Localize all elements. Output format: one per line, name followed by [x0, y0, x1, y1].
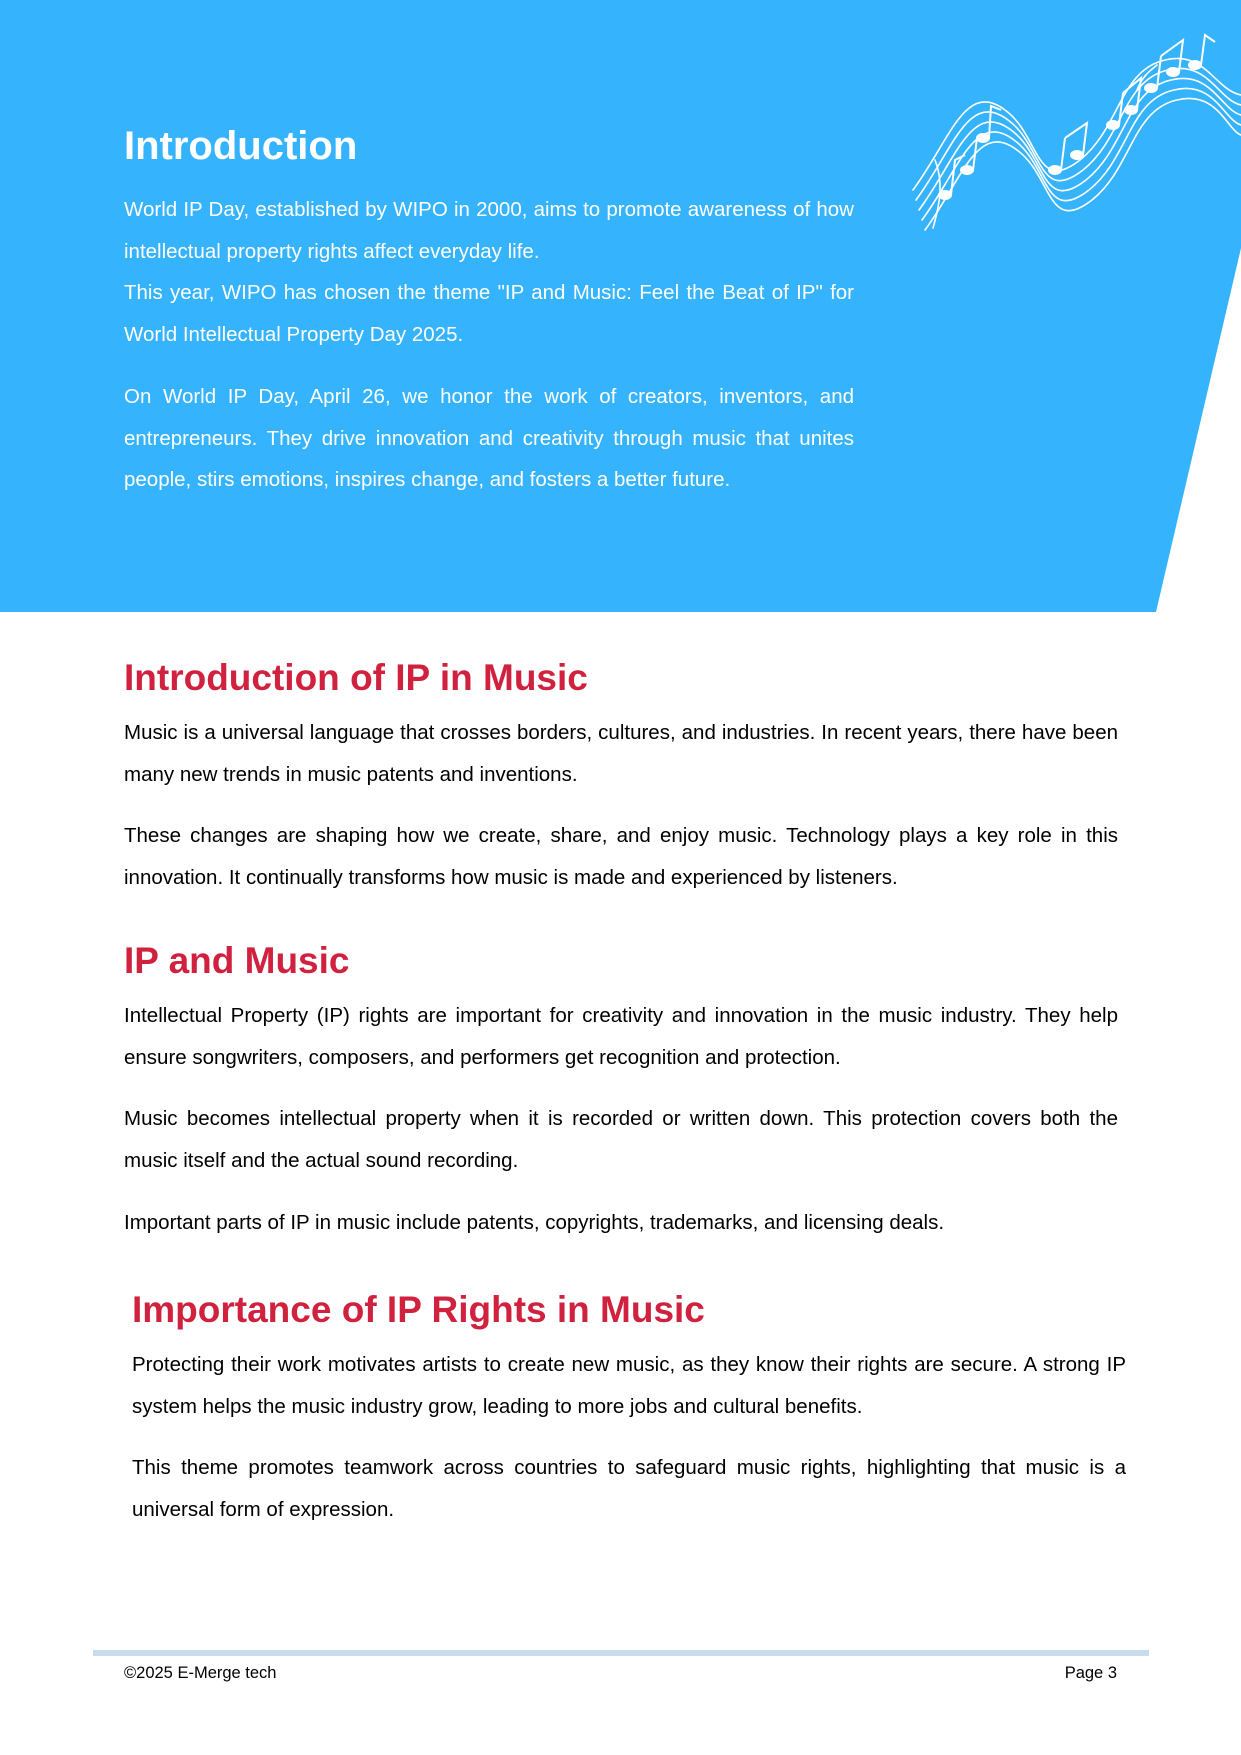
- hero-banner: [0, 0, 1241, 612]
- music-staff-illustration: [905, 20, 1241, 280]
- section-importance-ip-rights: [132, 1284, 1126, 1531]
- section-heading: IP and Music: [124, 940, 350, 981]
- footer-divider: [93, 1650, 1149, 1656]
- section-paragraph: Music is a universal language that crosses borders, cultures, and industries. In recent years, there have been many new trends in music patents and inventions.: [124, 721, 1118, 786]
- footer-copyright: ©2025 E-Merge tech: [124, 1664, 277, 1682]
- section-paragraph: Important parts of IP in music include patents, copyrights, trademarks, and licensing deals.: [124, 1210, 945, 1234]
- intro-paragraph-3: On World IP Day, April 26, we honor the work of creators, inventors, and entrepreneurs. They drive innovation and creativity through music that unites people, stirs emotions, inspires change, and fosters a better future.: [124, 384, 854, 492]
- section-paragraph: This theme promotes teamwork across countries to safeguard music rights, highlighting that music is a universal form of expression.: [132, 1456, 1126, 1522]
- intro-paragraph-2: This year, WIPO has chosen the theme "IP and Music: Feel the Beat of IP" for World Intellectual Property Day 2025.: [124, 281, 854, 347]
- section-heading: Importance of IP Rights in Music: [132, 1289, 705, 1330]
- intro-heading: Introduction: [124, 124, 358, 168]
- footer-page-number: Page 3: [1064, 1664, 1117, 1682]
- section-paragraph: These changes are shaping how we create, share, and enjoy music. Technology plays a key role in this innovation. It continually transforms how music is made and experienced by listeners.: [124, 824, 1118, 890]
- section-heading: Introduction of IP in Music: [124, 657, 588, 698]
- section-paragraph: Intellectual Property (IP) rights are important for creativity and innovation in the music industry. They help ensure songwriters, composers, and performers get recognition and protection.: [124, 1004, 1118, 1069]
- intro-text: [124, 189, 854, 501]
- section-paragraph: Protecting their work motivates artists to create new music, as they know their rights are secure. A strong IP system helps the music industry grow, leading to more jobs and cultural benefits.: [132, 1353, 1126, 1418]
- intro-paragraph-1: World IP Day, established by WIPO in 2000, aims to promote awareness of how intellectual property rights affect everyday life.: [124, 198, 854, 263]
- section-paragraph: Music becomes intellectual property when it is recorded or written down. This protection covers both the music itself and the actual sound recording.: [124, 1107, 1118, 1173]
- section-intro-ip-music: [124, 652, 1118, 899]
- section-ip-and-music: [124, 935, 1118, 1244]
